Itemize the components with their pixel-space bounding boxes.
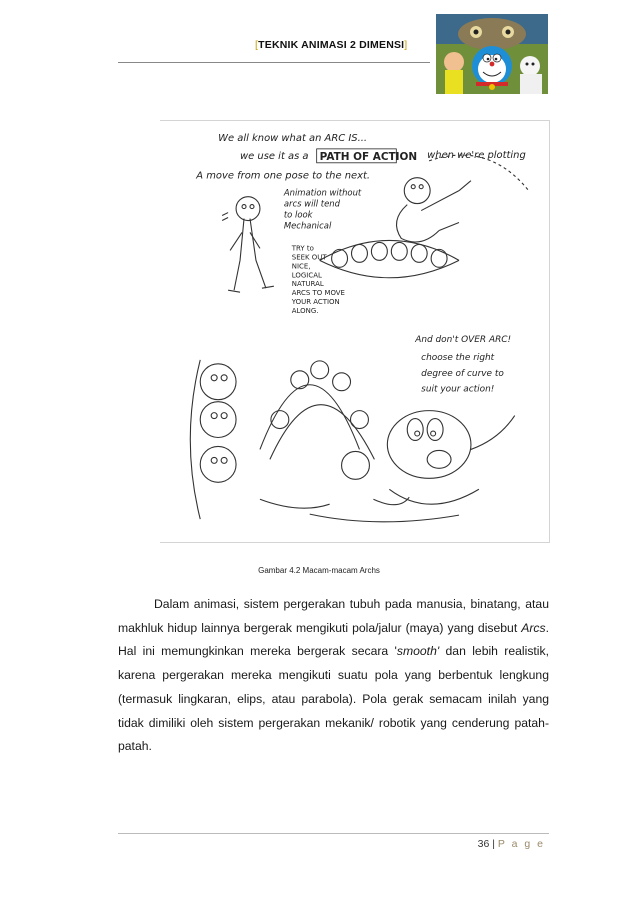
sketch-note2-l4: LOGICAL <box>291 271 322 280</box>
arcs-sketch-illustration <box>160 121 549 542</box>
sketch-note3-l4: suit your action! <box>421 384 495 395</box>
sketch-line-2a: we use it as a <box>240 150 309 162</box>
body-text-part1: Dalam animasi, sistem pergerakan tubuh pada manusia, binatang, atau makhluk hidup lainnya bergerak mengikuti pola/jalur (maya) yang disebut <box>118 597 549 635</box>
sketch-note2-l5: NATURAL <box>291 280 324 289</box>
header-bracket-close: ] <box>404 39 408 51</box>
body-text-part3: dan lebih realistik, karena pergerakan mereka mengikuti suatu pola yang berbentuk lengkung (termasuk lingkaran, elips, atau parabola). Pola gerak semacam inilah yang tidak dimiliki oleh sistem pergerakan mekanik/ robotik yang cenderung patah-patah. <box>118 644 549 754</box>
header-rule <box>118 62 430 63</box>
sketch-note2-l8: ALONG. <box>291 307 319 316</box>
sketch-line-3: A move from one pose to the next. <box>196 170 371 182</box>
sketch-note3-l2: choose the right <box>421 352 495 363</box>
sketch-note2-l1: TRY to <box>291 244 314 253</box>
footer-rule <box>118 833 549 834</box>
header-bracket-open: [ <box>255 39 259 51</box>
header-title-text: TEKNIK ANIMASI 2 DIMENSI <box>258 39 405 51</box>
sketch-note1-l3: to look <box>283 209 313 220</box>
sketch-note3-l3: degree of curve to <box>421 368 504 379</box>
sketch-note1-l2: arcs will tend <box>283 198 341 209</box>
page-number-value: 36 <box>477 838 490 850</box>
body-paragraph <box>118 593 549 759</box>
sketch-note2-l6: ARCS TO MOVE <box>291 289 345 298</box>
sketch-note1-l1: Animation without <box>283 187 362 198</box>
sketch-note2-l3: NICE, <box>291 262 311 271</box>
sketch-line-1: We all know what an ARC IS... <box>218 132 368 144</box>
body-term-arcs: Arcs <box>521 620 546 635</box>
page-number-separator: | <box>492 838 495 850</box>
header-title <box>255 39 407 51</box>
sketch-note3-l1: And don't OVER ARC! <box>415 334 512 345</box>
body-text-part2: . Hal ini memungkinkan mereka bergerak secara ' <box>118 620 549 659</box>
sketch-note2-l7: YOUR ACTION <box>291 298 340 307</box>
body-term-smooth: smooth' <box>396 644 440 659</box>
sketch-note1-l4: Mechanical <box>283 220 332 231</box>
sketch-line-2c: when we're plotting <box>427 149 526 161</box>
sketch-note2-l2: SEEK OUT <box>291 253 327 262</box>
arcs-sketch-figure <box>160 120 550 543</box>
sketch-line-2b: PATH OF ACTION <box>319 150 418 163</box>
page-number <box>478 838 545 850</box>
figure-caption: Gambar 4.2 Macam-macam Archs <box>258 566 380 575</box>
page-word: P a g e <box>497 838 545 850</box>
header-cartoon-illustration <box>436 14 548 94</box>
